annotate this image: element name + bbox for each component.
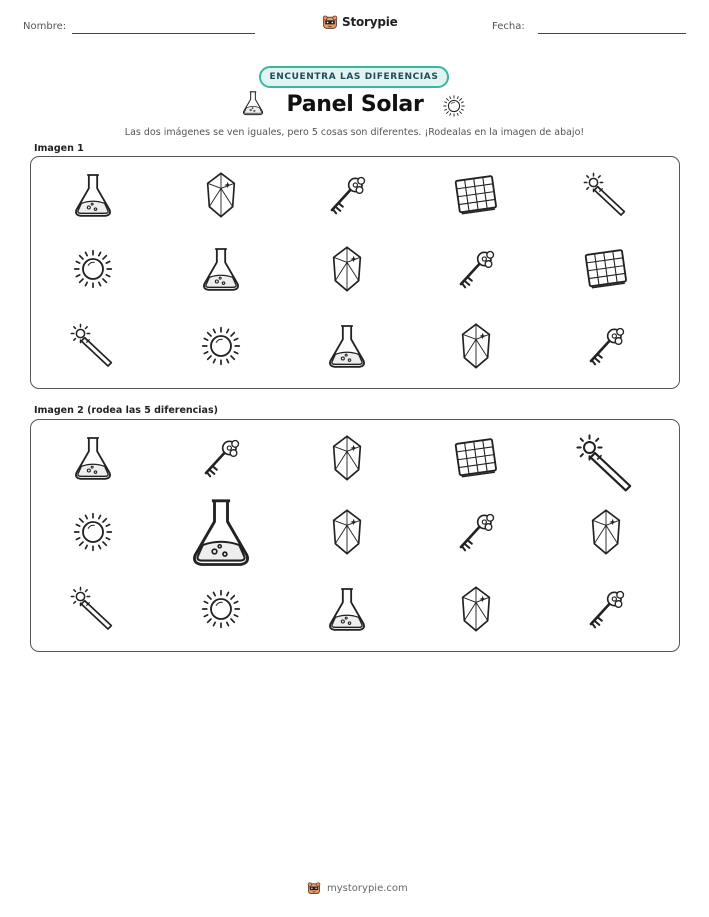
crystal-icon [451, 321, 501, 371]
image1-label: Imagen 1 [34, 143, 84, 154]
key-icon [451, 244, 501, 294]
flask-icon [322, 321, 372, 371]
solar-panel-icon[interactable] [451, 433, 501, 483]
footer-url: mystorypie.com [327, 882, 408, 894]
crystal-icon [196, 170, 246, 220]
name-label: Nombre: [23, 21, 67, 32]
page-title: Panel Solar [286, 92, 424, 117]
key-icon [581, 321, 631, 371]
logo-text: Storypie [342, 15, 398, 29]
storypie-logo [322, 13, 398, 31]
key-icon[interactable] [451, 507, 501, 557]
sun-icon [196, 321, 246, 371]
flask-icon[interactable] [322, 584, 372, 634]
key-icon[interactable] [581, 584, 631, 634]
key-icon[interactable] [196, 433, 246, 483]
flask-icon [68, 170, 118, 220]
flask-icon [196, 244, 246, 294]
magic-wand-icon [581, 170, 631, 220]
instructions: Las dos imágenes se ven iguales, pero 5 cosas son diferentes. ¡Rodealas en la imagen de abajo! [124, 127, 585, 138]
flask-icon[interactable] [182, 493, 260, 571]
name-field[interactable] [72, 33, 255, 34]
solar-panel-icon [451, 170, 501, 220]
solar-panel-icon [581, 244, 631, 294]
date-label: Fecha: [492, 21, 525, 32]
flask-icon[interactable] [68, 433, 118, 483]
flask-icon [239, 88, 267, 118]
sun-icon [440, 92, 468, 120]
date-field[interactable] [538, 33, 686, 34]
storypie-mascot-icon [307, 881, 321, 895]
crystal-icon[interactable] [322, 433, 372, 483]
crystal-icon[interactable] [322, 507, 372, 557]
image2-panel[interactable] [30, 419, 680, 652]
footer [307, 878, 408, 898]
activity-badge: ENCUENTRA LAS DIFERENCIAS [259, 66, 449, 88]
image1-panel [30, 156, 680, 389]
sun-icon [68, 244, 118, 294]
image2-label: Imagen 2 (rodea las 5 diferencias) [34, 405, 218, 416]
key-icon [322, 170, 372, 220]
magic-wand-icon [68, 321, 118, 371]
magic-wand-icon[interactable] [573, 431, 639, 497]
sun-icon[interactable] [196, 584, 246, 634]
storypie-mascot-icon [322, 14, 338, 30]
crystal-icon[interactable] [581, 507, 631, 557]
crystal-icon [322, 244, 372, 294]
sun-icon[interactable] [68, 507, 118, 557]
crystal-icon[interactable] [451, 584, 501, 634]
magic-wand-icon[interactable] [68, 584, 118, 634]
